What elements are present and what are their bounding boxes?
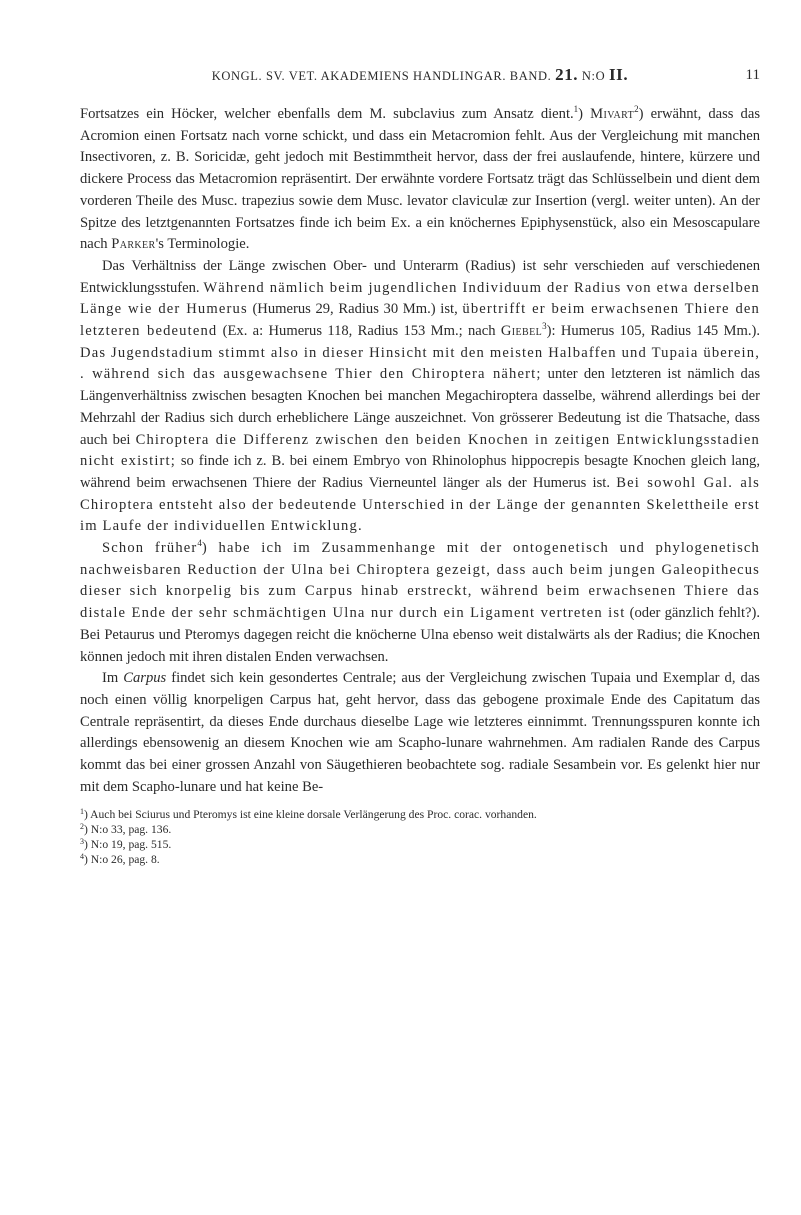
text-run: (oder gänzlich fehlt?). Bei Petaurus und Pteromys dagegen reicht die knöcherne Ulna ebenso weit distalwärts als der Radius; die Knochen können jedoch mit ihren distalen Enden verwachsen. xyxy=(80,605,760,665)
footnote-ref-3: 3 xyxy=(542,321,547,332)
footnote-ref-4: 4 xyxy=(197,538,202,549)
author-giebel: Giebel xyxy=(500,323,543,340)
text-run: 's Terminologie. xyxy=(155,236,250,253)
footnote-text: N:o 26, pag. 8. xyxy=(90,853,160,867)
spaced-emphasis: Das Jugendstadium stimmt also in dieser Hinsicht mit den meisten Halbaffen und Tupaia überein, . während sich das ausgewachsene Thier den Chiroptera nähert; xyxy=(80,344,760,383)
text-run: Fortsatzes ein Höcker, welcher ebenfalls dem M. subclavius zum Ansatz dient. xyxy=(80,106,574,122)
number-prefix: N:O xyxy=(581,69,606,83)
footnote-text: Auch bei Sciurus und Pteromys ist eine kleine dorsale Verlängerung des Proc. corac. vorhanden. xyxy=(90,807,537,821)
text-run: Das Verhältniss der Länge zwischen Ober- und Unterarm (Radius) ist sehr verschieden auf verschiedenen Entwicklungsstufen. xyxy=(80,257,760,296)
paragraph-2 xyxy=(80,256,760,538)
footnote-ref-1: 1 xyxy=(573,104,579,114)
footnote-2: $^2$) N:o 33, pag. 136. xyxy=(80,821,172,836)
text-run: ): Humerus 105, Radius 145 Mm.). xyxy=(546,323,760,340)
page-number: 11 xyxy=(745,67,760,83)
issue-number: II. xyxy=(608,65,629,84)
footnote-1: $^1$) Auch bei Sciurus und Pteromys ist eine kleine dorsale Verlängerung des Proc. corac. vorhanden. xyxy=(80,806,537,821)
paragraph-3 xyxy=(80,538,760,668)
spaced-emphasis: ) habe ich im Zusammenhange mit der ontogenetisch und phylogenetisch nachweisbaren Reduction der Ulna bei Chiroptera gezeigt, dass auch beim jungen Galeopithecus dieser sich knorpelig bis zum Carpus hinab erstreckt, während beim erwachsenen Thiere das distale Ende der sehr schmächtigen Ulna nur durch ein Ligament vertreten ist xyxy=(80,540,760,622)
footnote-3: $^3$) N:o 19, pag. 515. xyxy=(80,836,172,851)
footnote-mark: 1 xyxy=(80,806,84,816)
running-title: KONGL. SV. VET. AKADEMIENS HANDLINGAR. BAND. xyxy=(211,69,552,83)
text-run: so finde ich z. B. bei einem Embryo von Rhinolophus hippocrepis besagte Knochen gleich lang, während beim erwachsenen Thiere der Radius Vierneuntel länger als der Humerus ist. xyxy=(80,453,760,491)
text-run: findet sich kein gesondertes Centrale; aus der Vergleichung zwischen Tupaia und Exemplar d, das noch einen völlig knorpeligen Carpus hat, geht hervor, dass das gebogene proximale Ende des Capitatum das Centrale repräsentirt, da dieses Ende durchaus dieselbe Lage wie letzteres einnimmt. Trennungsspuren konnte ich allerdings ebensowenig an diesem Knochen wie am Scapho-lunare wahrnehmen. Am radialen Rande des Carpus kommt das bei einer grossen Anzahl von Säugethieren beobachtete sog. radiale Sesambein vor. Es gelenkt hier nur mit dem Scapho-lunare und hat keine Be- xyxy=(80,670,760,795)
footnote-mark: 3 xyxy=(80,836,84,846)
text-run: erwähnt, dass das Acromion einen Fortsatz nach vorne schickt, und dass ein Metacromion fehlt. Aus der Vergleichung mit manchen Insectivoren, z. B. Soricidæ, geht jedoch mit Bestimmtheit hervor, dass der frei auslaufende, hintere, kürzere und dickere Process das Metacromion repräsentirt. Der erwähnte vordere Fortsatz trägt das Schlüsselbein und dient dem vorderen Theile des Musc. trapezius sowie dem Musc. levator claviculæ zur Insertion (vergl. weiter unten). An der Spitze des letztgenannten Fortsatzes finde ich beim Ex. a ein knöchernes Epiphysenstück, also ein Mesoscapulare nach xyxy=(80,106,760,253)
spaced-emphasis: Schon früher xyxy=(102,540,198,557)
footnotes xyxy=(80,807,760,868)
paragraph-4 xyxy=(80,668,760,798)
footnote-ref-2: 2 xyxy=(634,104,639,114)
author-parker: Parker xyxy=(111,236,156,253)
volume-number: 21. xyxy=(555,65,579,84)
running-header xyxy=(80,60,760,90)
text-run: unter den letzteren ist nämlich das Längenverhältniss zwischen besagten Knochen bei manchen Megachiroptera dasselbe, während allerdings bei der Mehrzahl der Radius sich durch erheblichere Länge auszeichnet. Von grösserer Bedeutung ist die Thatsache, dass auch bei xyxy=(80,366,760,448)
page xyxy=(80,60,760,867)
text-run: (Humerus 29, Radius 30 Mm.) ist, xyxy=(247,301,463,318)
spaced-emphasis: Bei sowohl Gal. als Chiroptera entsteht also der bedeutende Unterschied in der Länge der genannten Skelettheile erst im Laufe der individuellen Entwicklung. xyxy=(80,474,761,535)
spaced-emphasis: übertrifft er beim erwachsenen Thiere den letzteren bedeutend xyxy=(80,301,760,340)
spaced-emphasis: Chiroptera die Differenz zwischen den beiden Knochen in zeitigen Entwicklungsstadien nicht existirt; xyxy=(80,431,760,470)
footnote-text: N:o 33, pag. 136. xyxy=(90,822,172,836)
author-mivart: Mivart xyxy=(590,106,635,122)
footnote-mark: 4 xyxy=(80,852,84,862)
footnote-4: $^4$) N:o 26, pag. 8. xyxy=(80,852,160,867)
paragraph-1: Fortsatzes ein Höcker, welcher ebenfalls dem M. subclavius zum Ansatz dient.$^1$) Mivart$^2$) erwähnt, dass das Acromion einen Fortsatz nach vorne schickt, und dass ein Metacromion fehlt. Aus der Vergleichung mit manchen Insectivoren, z. B. Soricidæ, geht jedoch mit Bestimmtheit hervor, dass der frei auslaufende, hintere, kürzere und dickere Process das Metacromion repräsentirt. Der erwähnte vordere Fortsatz trägt das Schlüsselbein und dient dem vorderen Theile des Musc. trapezius sowie dem Musc. levator claviculæ zur Insertion (vergl. weiter unten). An der Spitze des letztgenannten Fortsatzes finde ich beim Ex. a ein knöchernes Epiphysenstück, also ein Mesoscapulare nach Parker's Terminologie. xyxy=(80,104,760,253)
text-run: (Ex. a: Humerus 118, Radius 153 Mm.; nach xyxy=(217,323,501,340)
main-text xyxy=(80,104,760,799)
italic-term-carpus: Carpus xyxy=(123,670,167,687)
footnote-mark: 2 xyxy=(80,821,84,831)
spaced-emphasis: Während nämlich beim jugendlichen Individuum der Radius von etwa derselben Länge wie der Humerus xyxy=(80,279,760,318)
footnote-text: N:o 19, pag. 515. xyxy=(90,837,172,851)
text-run: Im xyxy=(102,670,124,687)
